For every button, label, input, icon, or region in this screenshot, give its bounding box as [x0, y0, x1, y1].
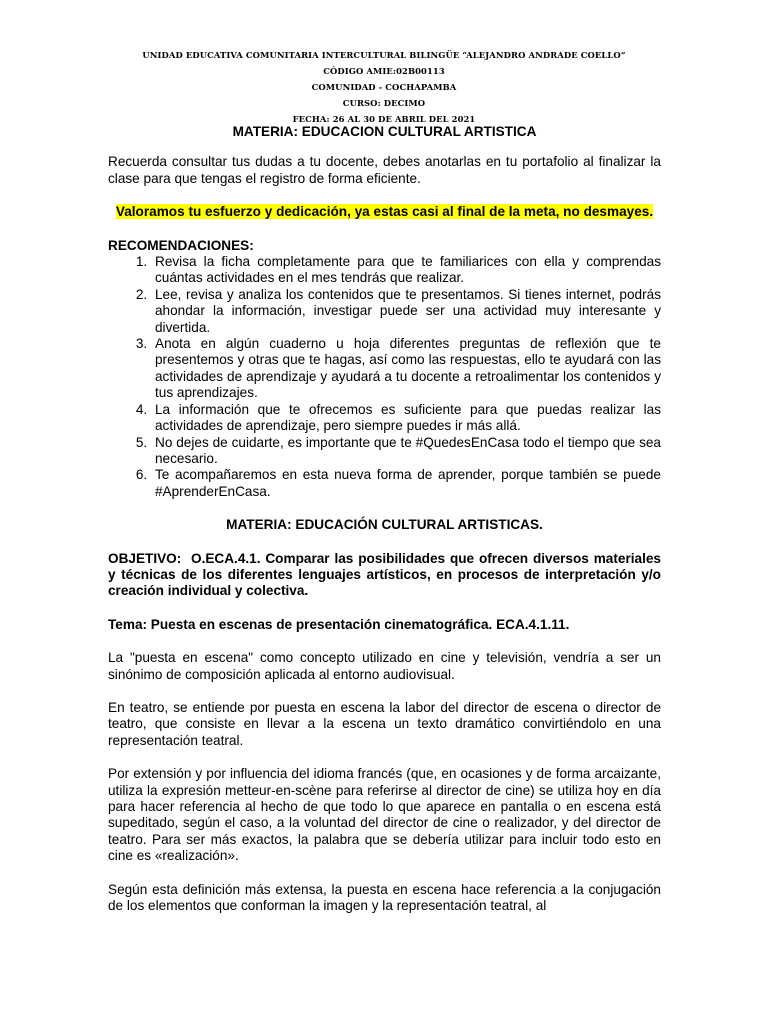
- paragraph: Según esta definición más extensa, la puesta en escena hace referencia a la conjugación de los elementos que conforman la imagen y la representación teatral, al: [108, 881, 661, 914]
- list-item: 2. Lee, revisa y analiza los contenidos que te presentamos. Si tienes internet, podrás ahondar la información, investigar puede ser una actividad muy interesante y divertida.: [151, 287, 661, 336]
- recommendations-title: RECOMENDACIONES:: [108, 237, 254, 253]
- list-item: 5. No dejes de cuidarte, es importante que te #QuedesEnCasa todo el tiempo que sea necesario.: [151, 435, 661, 468]
- objective-label: OBJETIVO:: [108, 550, 182, 566]
- topic-line: Tema: Puesta en escenas de presentación cinematográfica. ECA.4.1.11.: [108, 616, 570, 632]
- objective-paragraph: [108, 551, 661, 600]
- paragraph: Por extensión y por influencia del idioma francés (que, en ocasiones y de forma arcaizante, utiliza la expresión metteur-en-scène para referirse al director de cine) se utiliza hoy en día para hacer referencia al hecho de que todo lo que aparece en pantalla o en escena está supeditado, según el caso, a la voluntad del director de cine o realizador, y del director de teatro. Para ser más exactos, la palabra que se debería utilizar para incluir todo esto en cine es «realización».: [108, 766, 661, 864]
- objective-text: O.ECA.4.1. Comparar las posibilidades que ofrecen diversos materiales y técnicas de los diferentes lenguajes artísticos, en procesos de interpretación y/o creación individual y colectiva.: [108, 550, 661, 599]
- date: FECHA: 26 AL 30 DE ABRIL DEL 2021: [292, 114, 476, 124]
- list-item: 6. Te acompañaremos en esta nueva forma de aprender, porque también se puede #AprenderEnCasa.: [151, 467, 661, 500]
- highlight-line: [108, 204, 661, 220]
- amie-code: CÓDIGO AMIE:02B00113: [323, 66, 445, 76]
- intro-paragraph: Recuerda consultar tus dudas a tu docente, debes anotarlas en tu portafolio al finalizar la clase para que tengas el registro de forma eficiente.: [108, 154, 661, 186]
- community: COMUNIDAD - COCHAPAMBA: [311, 82, 457, 92]
- subject-title: MATERIA: EDUCACION CULTURAL ARTISTICA: [232, 124, 537, 139]
- school-name: UNIDAD EDUCATIVA COMUNITARIA INTERCULTURAL BILINGÜE “ALEJANDRO ANDRADE COELLO”: [142, 50, 626, 60]
- list-item: 1. Revisa la ficha completamente para que te familiarices con ella y comprendas cuántas actividades en el mes tendrás que realizar.: [151, 254, 661, 287]
- document-header: [0, 47, 768, 127]
- list-item: 3. Anota en algún cuaderno u hoja diferentes preguntas de reflexión que te presentemos y otras que te hagas, así como las respuestas, ello te ayudará con las actividades de aprendizaje y ayudará a tu docente a retroalimentar los contenidos y tus aprendizajes.: [151, 336, 661, 402]
- paragraph: La "puesta en escena" como concepto utilizado en cine y televisión, vendría a ser un sinónimo de composición aplicada al entorno audiovisual.: [108, 650, 661, 682]
- paragraph: En teatro, se entiende por puesta en escena la labor del director de escena o director de teatro, que consiste en llevar a la escena un texto dramático convirtiéndolo en una representación teatral.: [108, 699, 661, 748]
- subject-title-2: MATERIA: EDUCACIÓN CULTURAL ARTISTICAS.: [226, 517, 543, 533]
- highlight-text: Valoramos tu esfuerzo y dedicación, ya estas casi al final de la meta, no desmayes.: [115, 204, 654, 220]
- document-body: [108, 124, 661, 914]
- course: CURSO: DECIMO: [342, 98, 426, 108]
- recommendations-list: [108, 254, 661, 500]
- list-item: 4. La información que te ofrecemos es suficiente para que puedas realizar las actividades de aprendizaje, pero siempre puedes ir más allá.: [151, 402, 661, 435]
